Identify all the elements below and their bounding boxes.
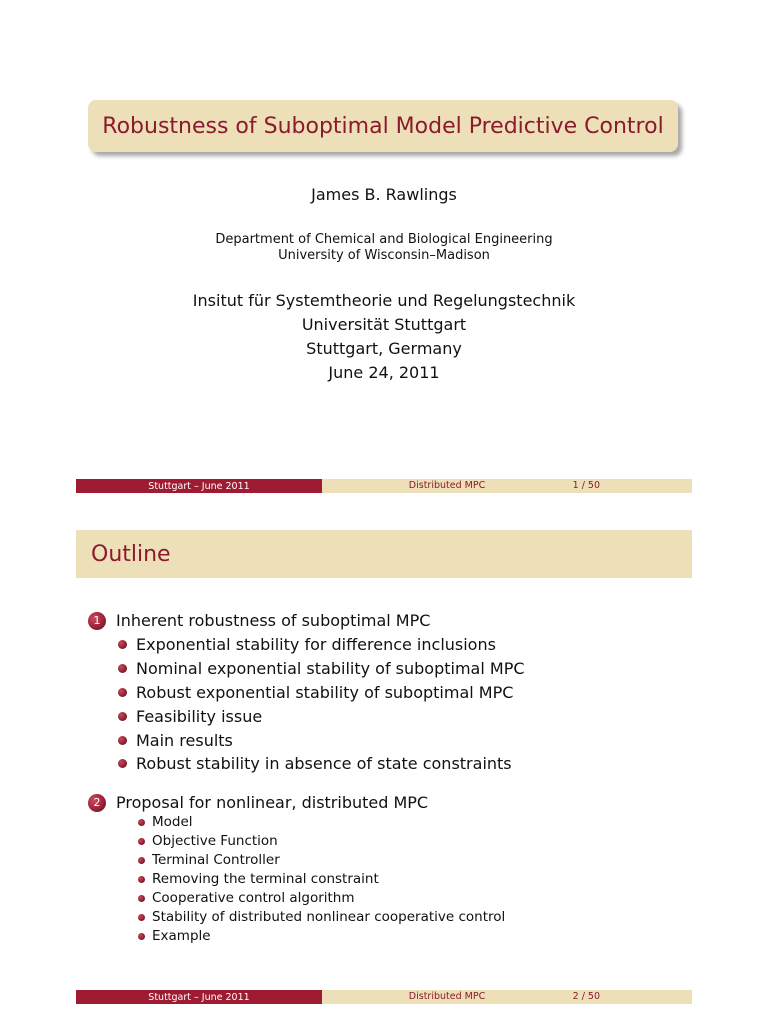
bullet-icon [118,688,127,697]
subsection-item [138,852,280,868]
venue-block [0,289,768,385]
venue-university-line: Universität Stuttgart [301,315,467,334]
subsection-item [118,731,233,750]
slide-footer [76,479,692,493]
subsection-item [138,833,278,849]
section-label: Inherent robustness of suboptimal MPC [116,611,431,630]
subsection-item [138,928,211,944]
bullet-icon [138,819,145,826]
subsection-item [118,683,513,702]
subsection-label: Removing the terminal constraint [152,871,379,887]
subsection-label: Example [152,928,211,944]
bullet-icon [138,933,145,940]
subsection-item [118,754,512,773]
footer-middle: Distributed MPC [408,991,486,1002]
subsection-label: Objective Function [152,833,278,849]
bullet-icon [118,759,127,768]
bullet-icon [138,838,145,845]
subsection-label: Terminal Controller [152,852,280,868]
bullet-icon [118,736,127,745]
section-item [88,611,430,630]
section-item [88,793,428,812]
footer-right [322,990,692,1004]
subsection-item [118,707,262,726]
title-box [88,100,678,152]
footer-left: Stuttgart – June 2011 [76,990,322,1004]
university-line: University of Wisconsin–Madison [278,248,490,263]
subsection-item [138,890,355,906]
author-affiliation [0,232,768,264]
subsection-label: Exponential stability for difference inclusions [136,635,496,654]
subsection-item [138,909,505,925]
subsection-label: Nominal exponential stability of suboptimal MPC [136,659,525,678]
bullet-icon [138,895,145,902]
subsection-item [138,871,379,887]
subsection-label: Model [152,814,193,830]
section-number-badge: 1 [88,612,106,630]
presentation-title: Robustness of Suboptimal Model Predictive Control [102,113,664,139]
section-label: Proposal for nonlinear, distributed MPC [116,793,429,812]
bullet-icon [118,712,127,721]
bullet-icon [118,640,127,649]
department-line: Department of Chemical and Biological Engineering [215,232,553,247]
subsection-label: Feasibility issue [136,707,263,726]
outline-slide [0,512,768,1024]
institute-line: Insitut für Systemtheorie und Regelungstechnik [192,291,576,310]
page-number: 1 / 50 [572,480,600,491]
author-name: James B. Rawlings [311,185,457,204]
subsection-label: Robust stability in absence of state constraints [136,754,512,773]
subsection-label: Main results [136,731,233,750]
subsection-item [118,659,525,678]
subsection-label: Stability of distributed nonlinear cooperative control [152,909,506,925]
bullet-icon [138,876,145,883]
bullet-icon [118,664,127,673]
footer-middle: Distributed MPC [408,480,486,491]
subsection-item [138,814,193,830]
subsection-item [118,635,496,654]
subsection-label: Robust exponential stability of suboptimal MPC [136,683,514,702]
slide-footer [76,990,692,1004]
bullet-icon [138,857,145,864]
footer-left: Stuttgart – June 2011 [76,479,322,493]
location-line: Stuttgart, Germany [306,339,462,358]
footer-right [322,479,692,493]
bullet-icon [138,914,145,921]
subsection-label: Cooperative control algorithm [152,890,355,906]
frame-title: Outline [91,541,171,567]
date-line: June 24, 2011 [328,363,440,382]
section-number-badge: 2 [88,794,106,812]
frame-title-bar [76,530,692,578]
page-number: 2 / 50 [572,991,600,1002]
